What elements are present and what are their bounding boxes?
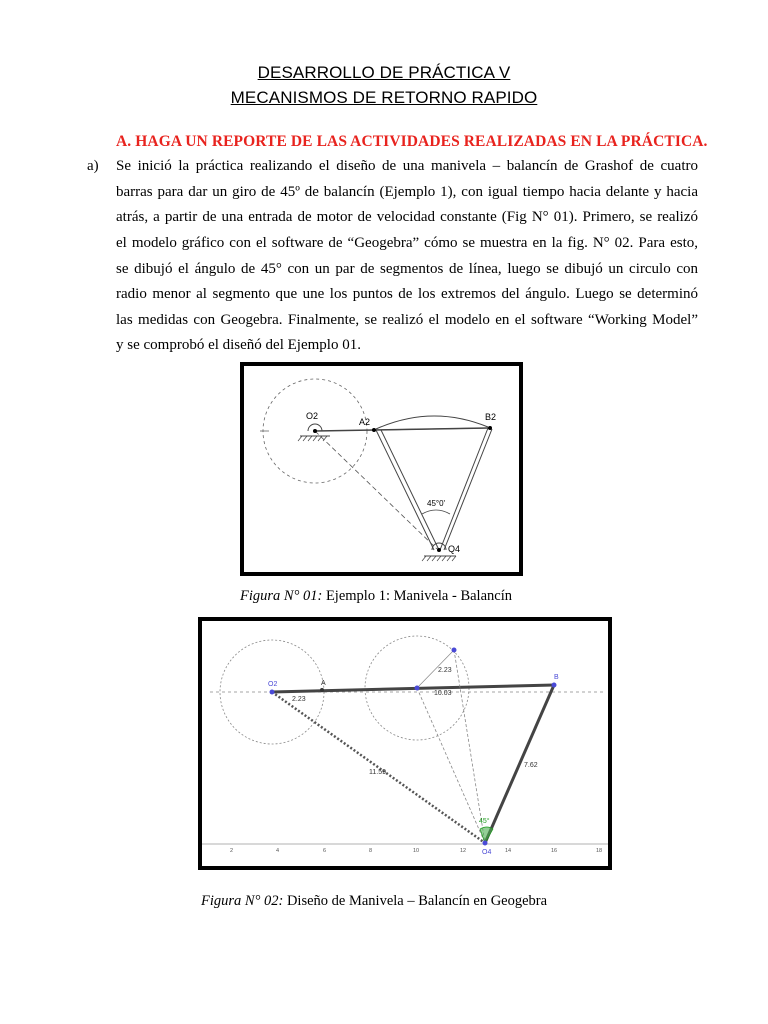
paragraph-line: el modelo gráfico con el software de “Geogebra” cómo se muestra en la fig. N° 02. Para esto, [116, 235, 698, 251]
paragraph-line: radio menor al segmento que une los puntos de los extremos del ángulo. Luego se determinó [116, 286, 698, 302]
rocker-right [440, 428, 488, 550]
list-marker: a) [87, 158, 99, 174]
label-o2: O2 [306, 411, 319, 421]
point-a [320, 688, 324, 692]
ground-link [315, 431, 437, 549]
figure-2-diagram [202, 621, 608, 866]
point-center [415, 686, 420, 691]
point-c [452, 648, 457, 653]
label-d5: 7.62 [524, 762, 538, 769]
point-o4 [437, 548, 441, 552]
paragraph-line: las medidas con Geogebra. Finalmente, se realizó el modelo en el software “Working Model” [116, 312, 698, 328]
axis-tick: 10 [413, 848, 420, 854]
point-o2 [270, 690, 275, 695]
axis-tick: 12 [460, 848, 467, 854]
figure-1-caption-prefix: Figura N° 01: [240, 588, 323, 604]
coupler-segment [272, 685, 554, 692]
figure-1-diagram [244, 366, 519, 572]
page-subtitle: MECANISMOS DE RETORNO RAPIDO [230, 88, 538, 107]
point-b2 [488, 426, 492, 430]
label-a2: A2 [359, 417, 371, 427]
axis-tick: 18 [596, 848, 603, 854]
label-d2: 2.23 [438, 667, 452, 674]
figure-1-caption [240, 588, 512, 605]
page-title: DESARROLLO DE PRÁCTICA V [257, 63, 511, 82]
figure-2-caption-prefix: Figura N° 02: [201, 893, 284, 909]
paragraph-line: barras para dar un giro de 45º de balancín (Ejemplo 1), con igual tiempo hacia delante y hacia [116, 184, 698, 200]
label-a: A [321, 680, 326, 687]
section-heading: A. HAGA UN REPORTE DE LAS ACTIVIDADES REALIZADAS EN LA PRÁCTICA. [116, 133, 708, 150]
axis-tick: 16 [551, 848, 558, 854]
figure-1-caption-text: Ejemplo 1: Manivela - Balancín [322, 588, 512, 604]
ground-segment [272, 692, 485, 843]
label-o4: O4 [482, 849, 492, 856]
paragraph-line: atrás, a partir de una entrada de motor de velocidad constante (Fig N° 01). Primero, se realizó [116, 209, 698, 225]
construction-line [417, 688, 485, 843]
axis-tick: 4 [276, 848, 280, 854]
rocker-left [376, 430, 434, 550]
label-angle: 45° [479, 818, 490, 825]
figure-2-caption [201, 893, 547, 910]
label-angle: 45°0' [427, 499, 446, 508]
paragraph-line: se dibujó el ángulo de 45° con un par de segmentos de línea, luego se dibujó un circulo con [116, 261, 698, 277]
coupler-arc [376, 416, 488, 429]
label-b: B [554, 674, 559, 681]
figure-1-frame [240, 362, 523, 576]
rocker-right-2 [444, 429, 492, 550]
point-o2 [313, 429, 317, 433]
rocker-left-2 [381, 430, 439, 550]
label-d3: 10.03 [434, 690, 452, 697]
point-o4 [483, 841, 488, 846]
axis-tick: 6 [323, 848, 327, 854]
label-o2: O2 [268, 681, 278, 688]
point-b [552, 683, 557, 688]
point-a2 [372, 428, 376, 432]
label-o4: Q4 [448, 544, 461, 554]
paragraph-line: Se inició la práctica realizando el diseño de una manivela – balancín de Grashof de cuatro [116, 158, 698, 174]
axis-tick: 2 [230, 848, 234, 854]
rocker-segment [485, 685, 554, 843]
ground-hatch-o4 [422, 556, 456, 561]
paragraph-line: y se comprobó el diseñó del Ejemplo 01. [116, 337, 361, 353]
label-d1: 2.23 [292, 696, 306, 703]
axis-tick: 14 [505, 848, 512, 854]
construction-line-2 [454, 650, 485, 843]
angle-arc [422, 510, 450, 514]
axis-tick: 8 [369, 848, 373, 854]
label-d4: 11.59 [369, 769, 386, 776]
label-b2: B2 [485, 412, 497, 422]
figure-2-caption-text: Diseño de Manivela – Balancín en Geogebra [283, 893, 548, 909]
figure-2-frame [198, 617, 612, 870]
